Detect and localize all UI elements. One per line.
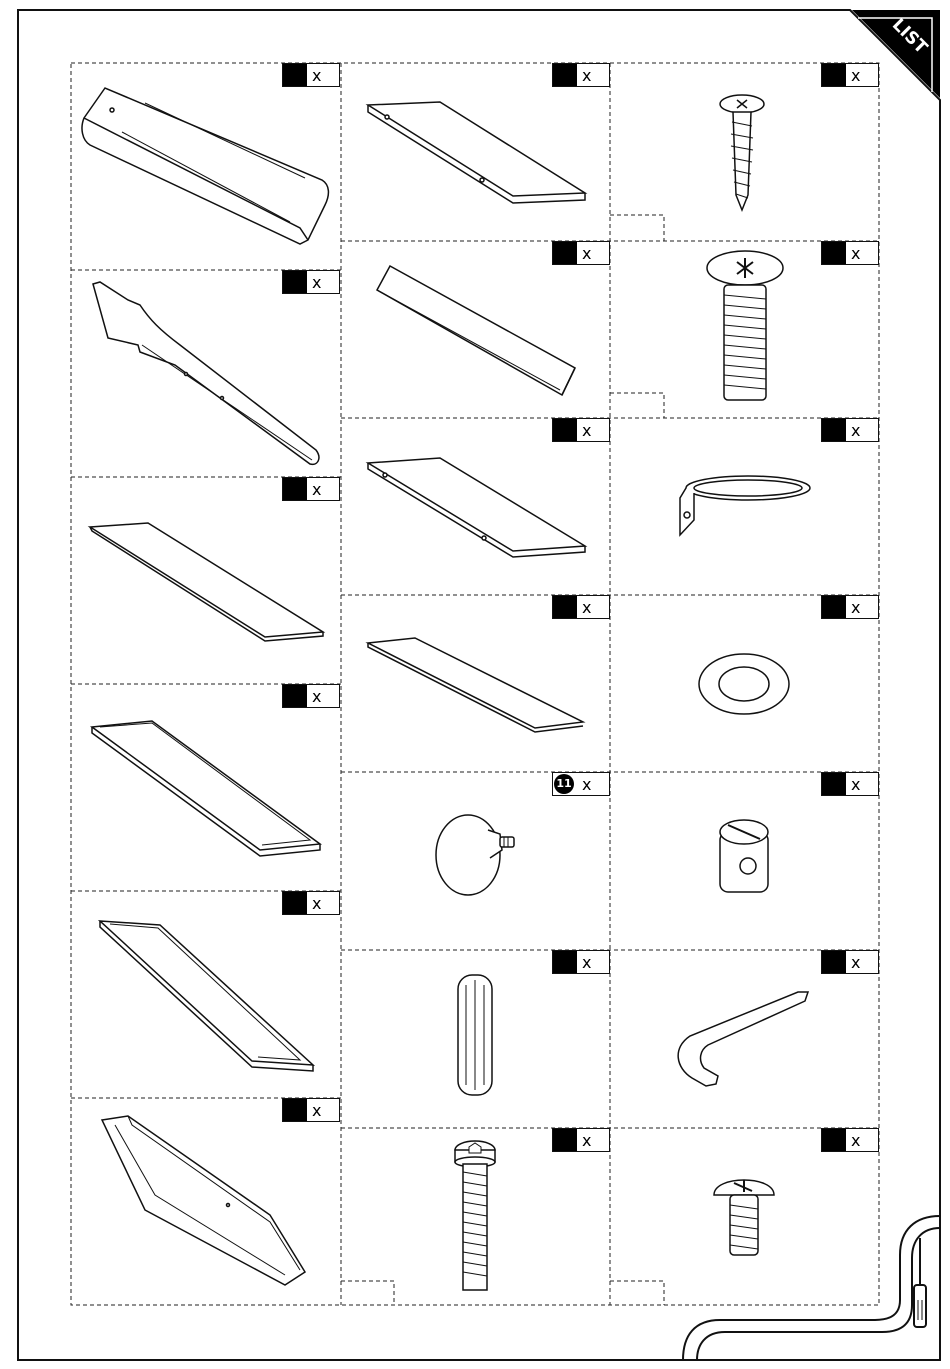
part-number-box bbox=[822, 64, 846, 86]
qty-badge-7 bbox=[552, 63, 610, 87]
beveled-panel-drawing bbox=[368, 102, 585, 203]
qty-badge-15 bbox=[821, 241, 879, 265]
qty-badge-3 bbox=[282, 477, 340, 501]
screwdriver-corner-icon bbox=[683, 1216, 940, 1360]
qty-label: x bbox=[312, 273, 322, 292]
qty-label: x bbox=[582, 953, 592, 972]
part-number-box bbox=[822, 596, 846, 618]
part-number-box bbox=[822, 951, 846, 973]
part-number-box bbox=[822, 773, 846, 795]
list-tab-label: LIST bbox=[887, 14, 932, 59]
part-number-box bbox=[822, 1129, 846, 1151]
part-number: 11 bbox=[554, 774, 574, 794]
part-number-box bbox=[553, 773, 577, 795]
qty-label: x bbox=[582, 775, 592, 794]
wood-screw-drawing bbox=[720, 95, 764, 210]
part-number-box bbox=[283, 685, 307, 707]
qty-label: x bbox=[582, 66, 592, 85]
qty-badge-8 bbox=[552, 241, 610, 265]
part-number-box bbox=[553, 951, 577, 973]
part-number-box bbox=[283, 1099, 307, 1121]
qty-badge-12 bbox=[552, 950, 610, 974]
qty-label: x bbox=[312, 894, 322, 913]
connector-bolt-drawing bbox=[707, 251, 783, 400]
qty-label: x bbox=[851, 421, 861, 440]
qty-badge-13 bbox=[552, 1128, 610, 1152]
grooved-panel-drawing bbox=[102, 1116, 305, 1285]
qty-label: x bbox=[312, 1101, 322, 1120]
qty-label: x bbox=[582, 1131, 592, 1150]
part-number-box bbox=[553, 596, 577, 618]
part-number-box bbox=[283, 478, 307, 500]
qty-label: x bbox=[851, 598, 861, 617]
qty-badge-9 bbox=[552, 418, 610, 442]
square-rail-drawing bbox=[377, 266, 575, 395]
holed-panel-drawing bbox=[368, 458, 585, 557]
qty-badge-17 bbox=[821, 595, 879, 619]
hex-socket-bolt-drawing bbox=[455, 1141, 495, 1290]
qty-badge-14 bbox=[821, 63, 879, 87]
angled-shelf-drawing bbox=[100, 921, 313, 1071]
qty-badge-4 bbox=[282, 684, 340, 708]
qty-badge-11 bbox=[552, 772, 610, 796]
part-number-box bbox=[283, 64, 307, 86]
part-number-box bbox=[283, 892, 307, 914]
barrel-nut-drawing bbox=[720, 820, 768, 892]
truss-head-screw-drawing bbox=[714, 1180, 774, 1255]
qty-badge-18 bbox=[821, 772, 879, 796]
part-number-box bbox=[822, 242, 846, 264]
qty-badge-10 bbox=[552, 595, 610, 619]
qty-badge-20 bbox=[821, 1128, 879, 1152]
side-leg-frame-drawing bbox=[93, 282, 319, 464]
allen-key-drawing bbox=[678, 992, 808, 1086]
qty-label: x bbox=[851, 1131, 861, 1150]
part-number-box bbox=[553, 419, 577, 441]
part-number-box bbox=[553, 64, 577, 86]
qty-badge-2 bbox=[282, 270, 340, 294]
qty-label: x bbox=[312, 480, 322, 499]
framed-shelf-drawing bbox=[92, 721, 320, 856]
qty-badge-16 bbox=[821, 418, 879, 442]
qty-label: x bbox=[312, 687, 322, 706]
qty-label: x bbox=[312, 66, 322, 85]
qty-label: x bbox=[851, 66, 861, 85]
thin-panel-drawing bbox=[90, 523, 323, 641]
long-board-with-slots-drawing bbox=[82, 88, 328, 244]
washer-drawing bbox=[699, 654, 789, 714]
qty-badge-5 bbox=[282, 891, 340, 915]
qty-label: x bbox=[851, 244, 861, 263]
qty-label: x bbox=[851, 775, 861, 794]
thin-board-drawing bbox=[368, 638, 583, 732]
part-number-box bbox=[553, 1129, 577, 1151]
qty-label: x bbox=[851, 953, 861, 972]
part-number-box bbox=[283, 271, 307, 293]
knob-drawing bbox=[436, 815, 514, 895]
hanging-bracket-drawing bbox=[680, 476, 810, 535]
qty-label: x bbox=[582, 244, 592, 263]
qty-badge-1 bbox=[282, 63, 340, 87]
qty-badge-19 bbox=[821, 950, 879, 974]
wooden-dowel-drawing bbox=[458, 975, 492, 1095]
qty-label: x bbox=[582, 421, 592, 440]
qty-label: x bbox=[582, 598, 592, 617]
part-number-box bbox=[553, 242, 577, 264]
part-number-box bbox=[822, 419, 846, 441]
qty-badge-6 bbox=[282, 1098, 340, 1122]
